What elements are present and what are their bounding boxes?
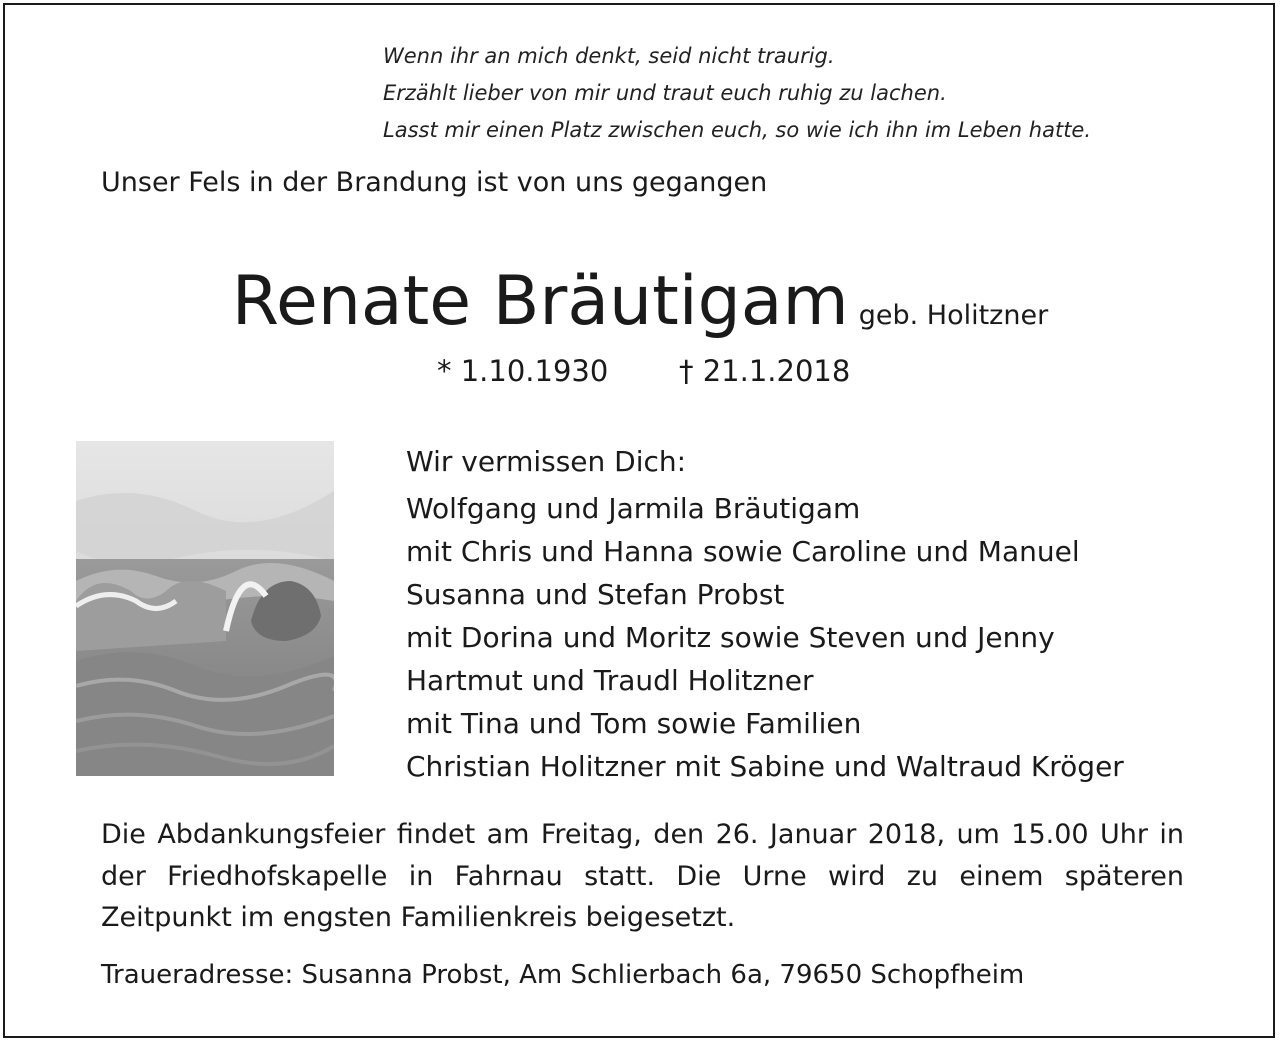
poem <box>383 38 1091 149</box>
mourner-line: Christian Holitzner mit Sabine und Waltraud Kröger <box>406 750 1124 783</box>
poem-line: Erzählt lieber von mir und traut euch ruhig zu lachen. <box>383 81 947 105</box>
maiden-name: geb. Holitzner <box>858 300 1049 331</box>
mourner-line: mit Chris und Hanna sowie Caroline und Manuel <box>406 535 1080 568</box>
mourner-line: Susanna und Stefan Probst <box>406 578 785 611</box>
sea-painting-image <box>76 441 334 776</box>
mourner-line: Hartmut und Traudl Holitzner <box>406 664 814 697</box>
ceremony-text: Die Abdankungsfeier findet am Freitag, den 26. Januar 2018, um 15.00 Uhr in der Friedhofskapelle in Fahrnau statt. Die Urne wird zu einem späteren Zeitpunkt im engsten Familienkreis beigesetzt. <box>101 819 1184 933</box>
mourner-line: Wolfgang und Jarmila Bräutigam <box>406 492 861 525</box>
poem-line: Lasst mir einen Platz zwischen euch, so wie ich ihn im Leben hatte. <box>383 118 1092 142</box>
mourning-address: Traueradresse: Susanna Probst, Am Schlierbach 6a, 79650 Schopfheim <box>101 960 1025 990</box>
mourner-line: mit Tina und Tom sowie Familien <box>406 707 862 740</box>
intro-text: Unser Fels in der Brandung ist von uns gegangen <box>101 167 768 198</box>
name-row <box>0 262 1280 341</box>
mourners-heading: Wir vermissen Dich: <box>406 445 687 478</box>
poem-line: Wenn ihr an mich denkt, seid nicht traurig. <box>383 44 835 68</box>
deceased-name: Renate Bräutigam <box>231 262 849 341</box>
mourner-line: mit Dorina und Moritz sowie Steven und Jenny <box>406 621 1055 654</box>
mourners-list <box>406 440 1124 788</box>
death-date: † 21.1.2018 <box>679 354 851 388</box>
birth-date: * 1.10.1930 <box>437 354 609 388</box>
